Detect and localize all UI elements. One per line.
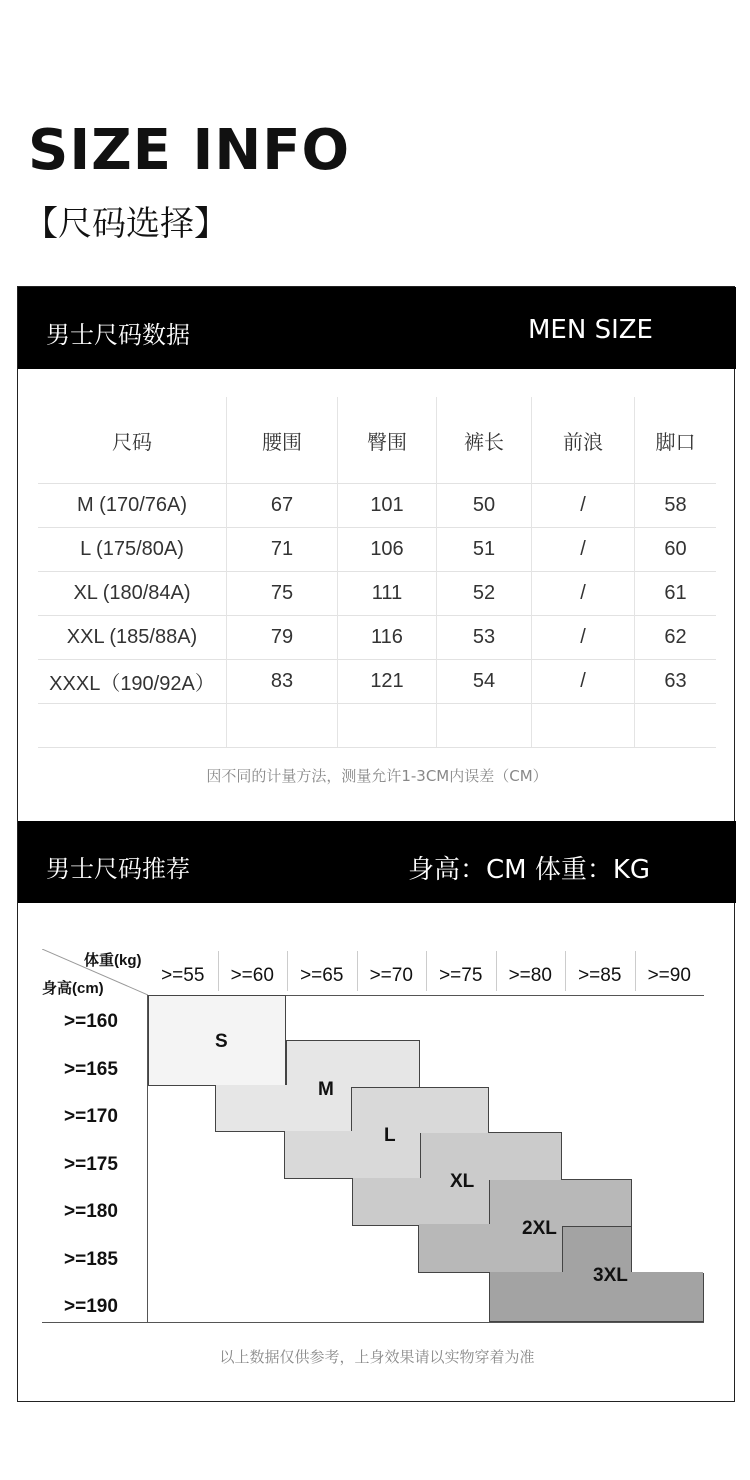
weight-header: >=70 [369,965,413,986]
table-cell: 62 [635,616,717,660]
men-size-title: 男士尺码数据 [46,321,190,349]
height-label: >=180 [64,1201,118,1222]
table-cell: 58 [635,484,717,528]
table-cell: / [532,616,635,660]
table-cell: 116 [338,616,437,660]
table-cell: / [532,528,635,572]
height-label: >=160 [64,1011,118,1032]
size-block [351,1087,489,1133]
size-card [17,286,735,1402]
table-cell: / [532,572,635,616]
table-cell: 83 [227,660,338,704]
weight-header: >=80 [508,965,552,986]
men-size-english: MEN SIZE [528,315,653,345]
size-block [286,1040,420,1086]
measure-note: 因不同的计量方法，测量允许1-3CM内误差（CM） [206,767,548,785]
weight-header: >=60 [230,965,274,986]
table-cell [437,704,532,748]
table-cell [338,704,437,748]
size-block [420,1132,562,1179]
table-cell: 101 [338,484,437,528]
table-cell: M (170/76A) [38,484,227,528]
table-cell: 54 [437,660,532,704]
table-cell: XL (180/84A) [38,572,227,616]
height-label: >=190 [64,1296,118,1317]
corner-height-label: 身高(cm) [42,980,104,997]
table-cell: 71 [227,528,338,572]
page-title: SIZE INFO [28,118,351,183]
table-cell: 52 [437,572,532,616]
table-cell [227,704,338,748]
col-header: 前浪 [532,397,635,484]
size-table [38,397,716,748]
table-cell: 50 [437,484,532,528]
table-cell: 106 [338,528,437,572]
col-header: 脚口 [655,431,696,454]
table-row [38,484,716,528]
table-cell: 67 [227,484,338,528]
table-cell: 121 [338,660,437,704]
table-cell: 63 [635,660,717,704]
col-header: 尺码 [38,397,227,484]
table-cell: 61 [635,572,717,616]
size-label: 2XL [522,1218,557,1239]
men-size-header [18,287,736,369]
height-label: >=165 [64,1058,118,1080]
table-cell [532,704,635,748]
table-cell: XXL (185/88A) [38,616,227,660]
corner-weight-label: 体重(kg) [84,952,142,969]
reference-note: 以上数据仅供参考，上身效果请以实物穿着为准 [219,1348,535,1366]
size-label: S [215,1031,228,1052]
weight-header: >=65 [300,965,344,986]
table-row [38,704,716,748]
recommend-header [18,821,736,903]
table-cell: 111 [338,572,437,616]
table-cell: 51 [437,528,532,572]
table-cell: 75 [227,572,338,616]
bottom-axis [42,1322,704,1323]
table-row [38,616,716,660]
weight-header: >=55 [161,965,205,986]
height-label: >=170 [64,1106,118,1127]
page-subtitle: 【尺码选择】 [24,204,228,244]
col-header: 腰围 [227,397,338,484]
size-label: M [318,1079,334,1100]
table-cell: / [532,660,635,704]
height-label: >=185 [64,1248,118,1270]
table-cell: 60 [635,528,717,572]
size-block [489,1179,632,1226]
table-cell [38,704,227,748]
table-cell [635,704,717,748]
recommend-units: 身高：CM 体重：KG [408,855,651,885]
table-cell: L (175/80A) [38,528,227,572]
table-row [38,572,716,616]
weight-header: >=85 [578,965,622,986]
size-label: L [384,1125,396,1146]
height-label: >=175 [64,1153,118,1175]
size-label: 3XL [593,1265,628,1286]
col-header: 裤长 [437,397,532,484]
col-header: 臀围 [338,397,437,484]
table-cell: XXXL（190/92A） [38,660,227,704]
weight-header: >=90 [647,965,691,986]
recommend-title: 男士尺码推荐 [46,855,190,883]
table-cell: / [532,484,635,528]
table-cell: 53 [437,616,532,660]
size-label: XL [450,1171,475,1192]
table-cell: 79 [227,616,338,660]
table-row [38,528,716,572]
weight-header: >=75 [439,965,483,986]
table-row [38,660,716,704]
size-recommend-chart [18,903,736,1343]
